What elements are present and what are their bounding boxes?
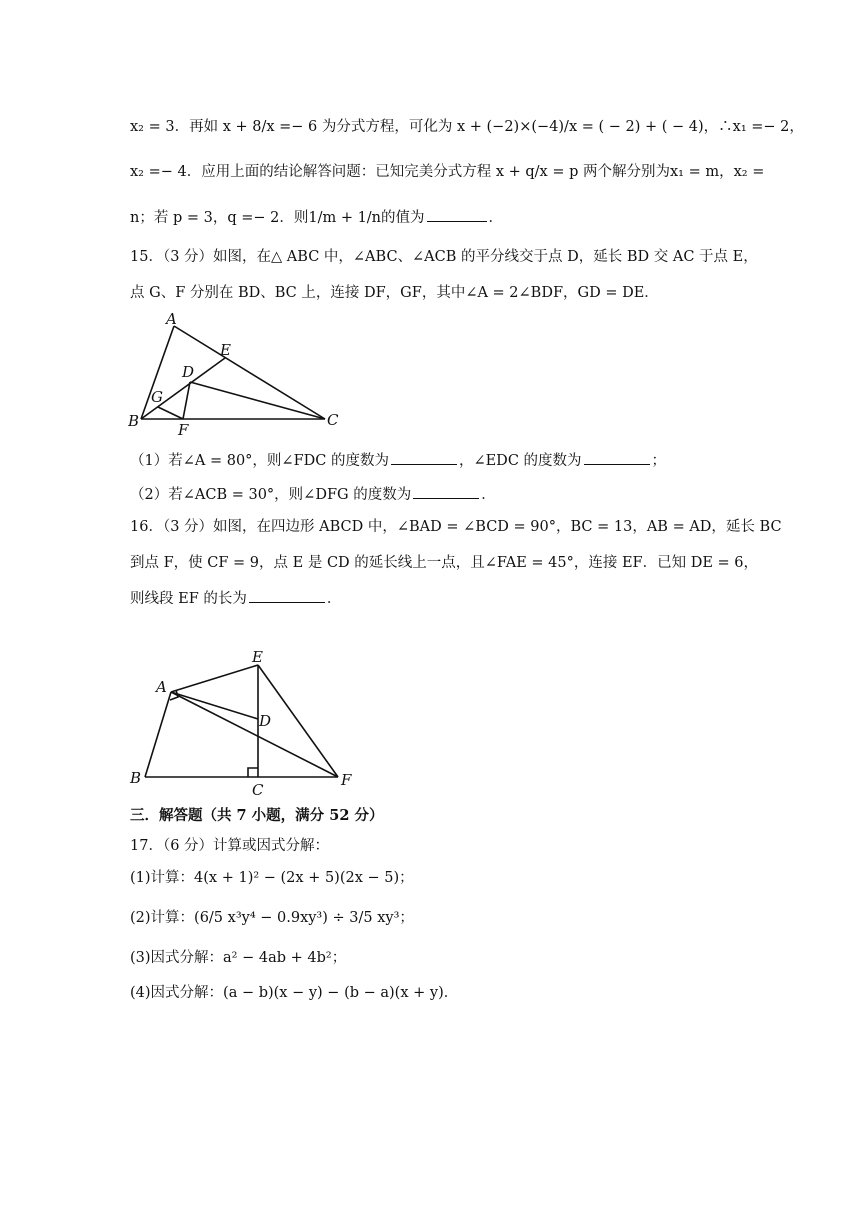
label-D: D <box>182 363 195 381</box>
q17-title: 17．（6 分）计算或因式分解： <box>130 838 330 854</box>
semicolon: ； <box>651 453 667 469</box>
q15-part1-text-b: ，∠EDC 的度数为 <box>458 453 582 469</box>
q17-part4: (4)因式分解：(a − b)(x − y) − (b − a)(x + y)． <box>130 985 459 1001</box>
period: ． <box>488 210 504 226</box>
q17-part2: (2)计算：(6/5 x³y⁴ − 0.9xy³) ÷ 3/5 xy³； <box>130 910 414 926</box>
period: ． <box>481 487 496 503</box>
label-C: C <box>327 411 339 429</box>
q15-part2 <box>130 484 496 505</box>
triangle-figure <box>128 308 348 440</box>
label-B: B <box>130 769 142 787</box>
quadrilateral-figure <box>128 645 368 797</box>
answer-blank <box>249 588 325 603</box>
answer-blank <box>427 207 487 222</box>
q15-line-2: 点 G、F 分别在 BD、BC 上，连接 DF，GF，其中∠A = 2∠BDF，GD = DE． <box>130 285 659 301</box>
q16-line-1: 16．（3 分）如图，在四边形 ABCD 中，∠BAD = ∠BCD = 90°，BC = 13，AB = AD，延长 BC <box>130 519 782 535</box>
q15-part2-text: （2）若∠ACB = 30°，则∠DFG 的度数为 <box>130 487 412 503</box>
label-C: C <box>252 781 264 797</box>
q15-line-1: 15．（3 分）如图，在△ ABC 中，∠ABC、∠ACB 的平分线交于点 D，延长 BD 交 AC 于点 E， <box>130 249 758 265</box>
text-line-1: x₂ = 3．再如 x + 8/x =− 6 为分式方程，可化为 x + (−2)×(−4)/x = ( − 2) + ( − 4)，∴x₁ =− 2， <box>130 119 804 135</box>
answer-blank <box>413 484 479 499</box>
label-F: F <box>178 421 189 439</box>
period: ． <box>326 591 342 607</box>
q15-part1-text: （1）若∠A = 80°，则∠FDC 的度数为 <box>130 453 389 469</box>
section-heading: 三．解答题（共 7 小题，满分 52 分） <box>130 807 384 824</box>
label-E: E <box>220 341 231 359</box>
label-G: G <box>151 388 163 406</box>
q17-part1: (1)计算：4(x + 1)² − (2x + 5)(2x − 5)； <box>130 870 414 886</box>
label-A: A <box>156 678 167 696</box>
text-line-3 <box>130 207 503 228</box>
q17-part3: (3)因式分解：a² − 4ab + 4b²； <box>130 950 347 966</box>
label-E: E <box>252 648 263 666</box>
answer-blank <box>391 450 457 465</box>
q16-text: 则线段 EF 的长为 <box>130 591 247 607</box>
q15-part1 <box>130 450 666 471</box>
q16-line-2: 到点 F，使 CF = 9，点 E 是 CD 的延长线上一点，且∠FAE = 45°，连接 EF．已知 DE = 6， <box>130 555 759 571</box>
answer-blank <box>584 450 650 465</box>
label-A: A <box>166 310 177 328</box>
label-B: B <box>128 412 140 430</box>
q14-text: n；若 p = 3，q =− 2．则1/m + 1/n的值为 <box>130 210 425 226</box>
q16-line-3 <box>130 588 341 609</box>
label-D: D <box>259 712 272 730</box>
text-line-2: x₂ =− 4．应用上面的结论解答问题：已知完美分式方程 x + q/x = p 两个解分别为x₁ = m，x₂ = <box>130 164 765 180</box>
label-F: F <box>341 771 352 789</box>
